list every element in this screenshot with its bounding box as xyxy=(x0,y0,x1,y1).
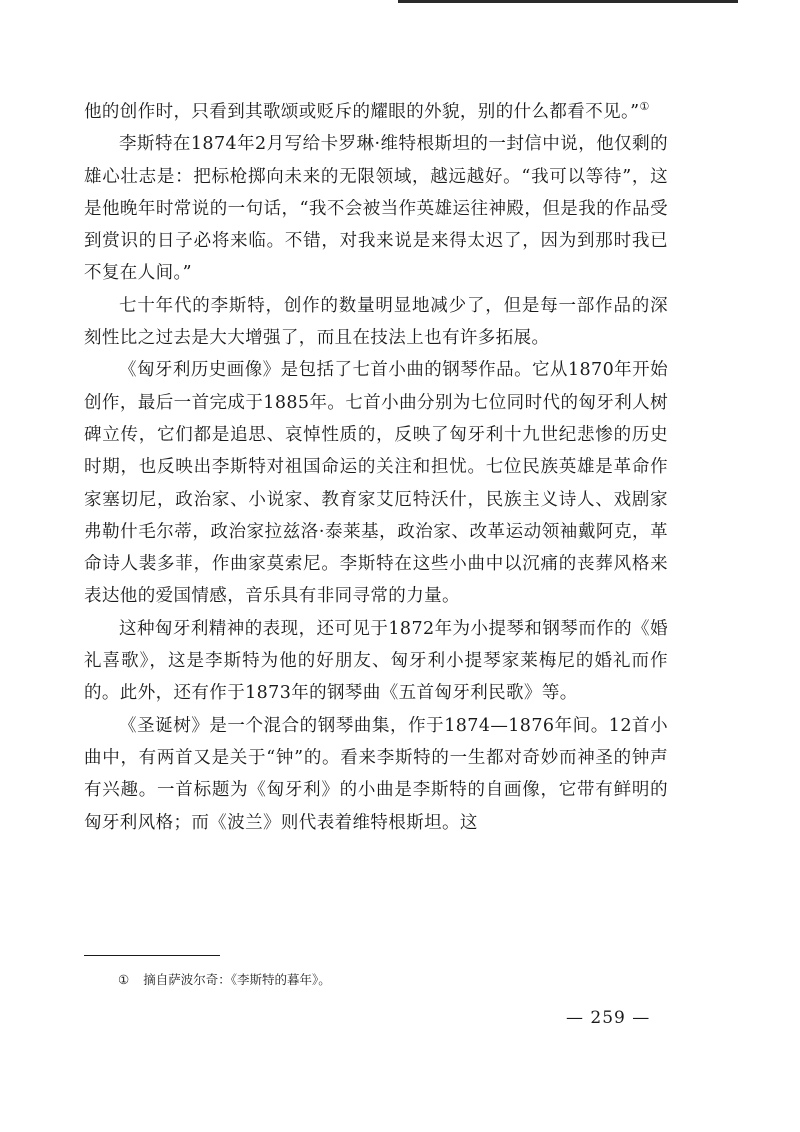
paragraph-6: 《圣诞树》是一个混合的钢琴曲集，作于1874—1876年间。12首小曲中，有两首又是关于“钟”的。看来李斯特的一生都对奇妙而神圣的钟声有兴趣。一首标题为《匈牙利》的小曲是李斯特的自画像，它带有鲜明的匈牙利风格；而《波兰》则代表着维特根斯坦。这 xyxy=(84,715,668,833)
footnote xyxy=(118,972,331,988)
paragraph-4: 《匈牙利历史画像》是包括了七首小曲的钢琴作品。它从1870年开始创作，最后一首完成于1885年。七首小曲分别为七位同时代的匈牙利人树碑立传，它们都是追思、哀悼性质的，反映了匈牙利十九世纪悲惨的历史时期，也反映出李斯特对祖国命运的关注和担忧。七位民族英雄是革命作家塞切尼，政治家、小说家、教育家艾厄特沃什，民族主义诗人、戏剧家弗勒什毛尔蒂，政治家拉兹洛·泰莱基，政治家、改革运动领袖戴阿克，革命诗人裴多菲，作曲家莫索尼。李斯特在这些小曲中以沉痛的丧葬风格来表达他的爱国情感，音乐具有非同寻常的力量。 xyxy=(84,360,668,607)
paragraph-1: 他的创作时，只看到其歌颂或贬斥的耀眼的外貌，别的什么都看不见。”① xyxy=(84,100,650,122)
footnote-text: 摘自萨波尔奇：《李斯特的暮年》。 xyxy=(143,972,331,987)
paragraph-2: 李斯特在1874年2月写给卡罗琳·维特根斯坦的一封信中说，他仅剩的雄心壮志是：把标枪掷向未来的无限领域，越远越好。“我可以等待”，这是他晚年时常说的一句话，“我不会被当作英雄运往神殿，但是我的作品受到赏识的日子必将来临。不错，对我来说是来得太迟了，因为到那时我已不复在人间。” xyxy=(84,134,668,284)
footnote-reference: ① xyxy=(639,100,650,114)
page-number: — 259 — xyxy=(566,1008,651,1028)
footnote-divider xyxy=(84,955,220,956)
header-rule xyxy=(398,0,738,3)
paragraph-5: 这种匈牙利精神的表现，还可见于1872年为小提琴和钢琴而作的《婚礼喜歌》，这是李斯特为他的好朋友、匈牙利小提琴家莱梅尼的婚礼而作的。此外，还有作于1873年的钢琴曲《五首匈牙利民歌》等。 xyxy=(84,618,668,704)
page-body xyxy=(84,96,668,839)
paragraph-3: 七十年代的李斯特，创作的数量明显地减少了，但是每一部作品的深刻性比之过去是大大增强了，而且在技法上也有许多拓展。 xyxy=(84,295,668,349)
footnote-mark: ① xyxy=(118,972,130,987)
